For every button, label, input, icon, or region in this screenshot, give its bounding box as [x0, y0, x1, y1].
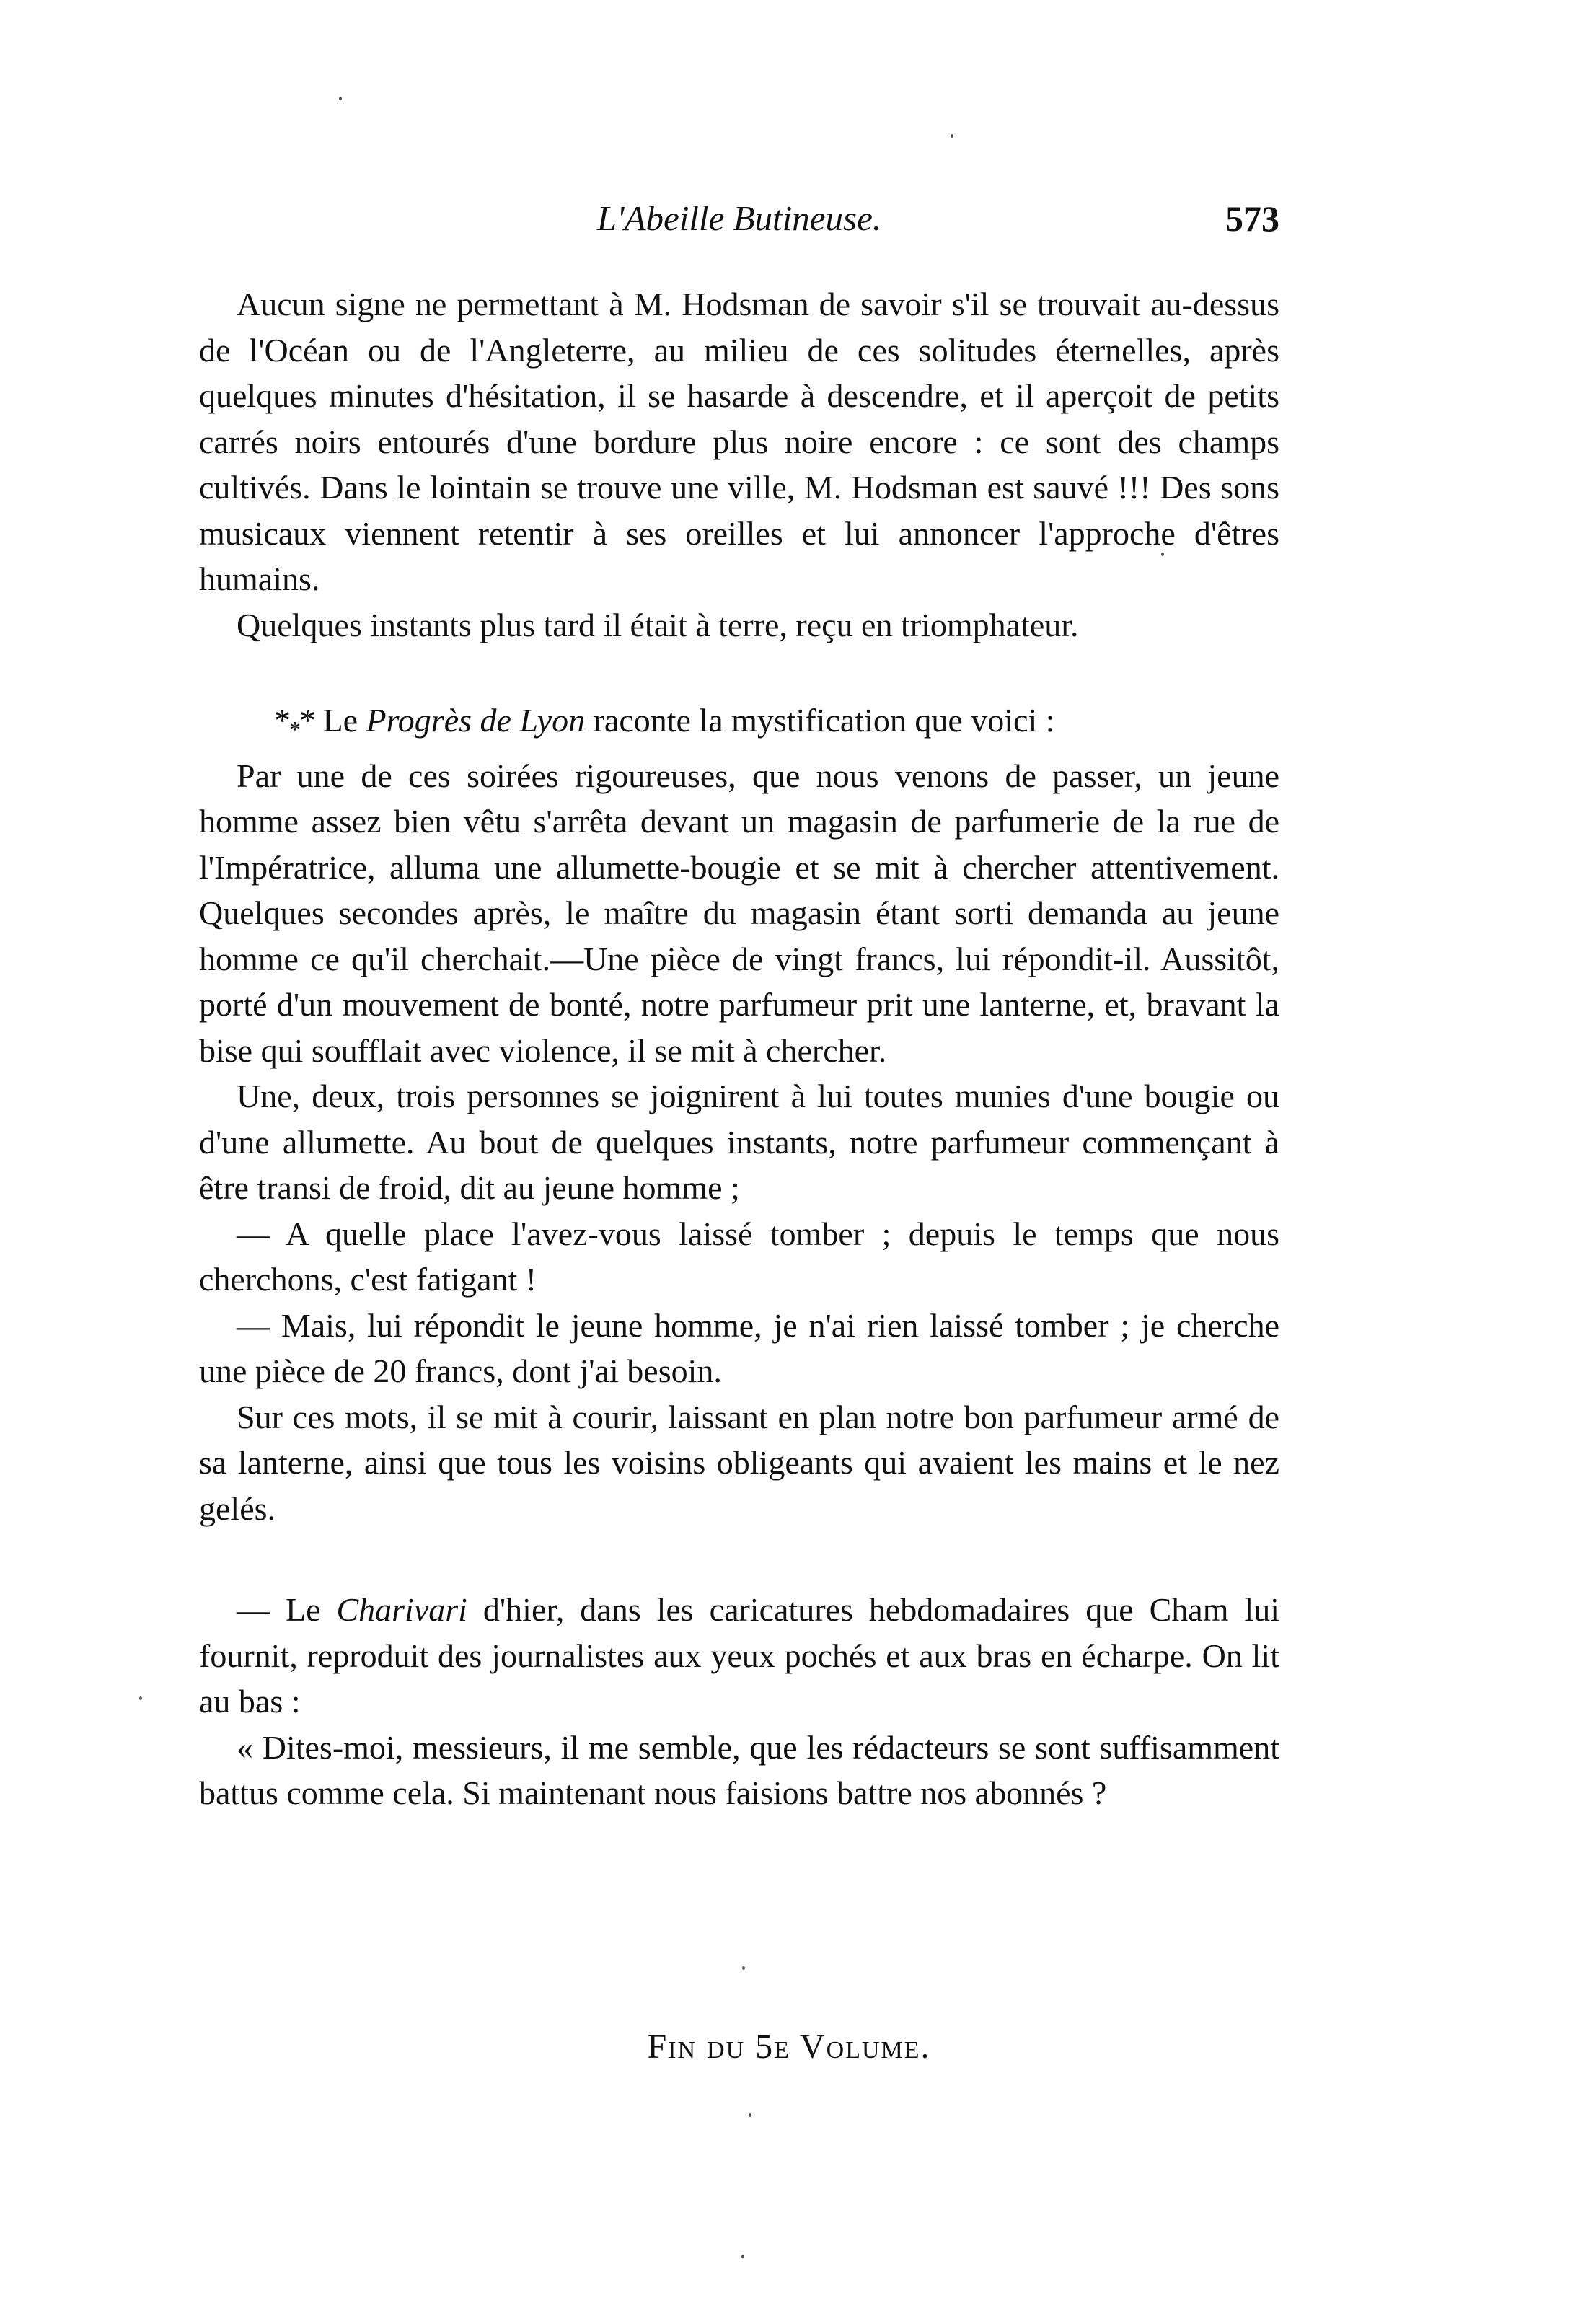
paragraph-young-man: Par une de ces soirées rigoureuses, que nous venons de passer, un jeune homme assez bien vêtu s'arrêta devant un magasin de parfumerie de la rue de l'Impératrice, alluma une allumette-bougie et se mit à chercher attentivement. Quelques secondes après, le maître du magasin étant sorti demanda au jeune homme ce qu'il cherchait.—Une pièce de vingt francs, lui répondit-il. Aussitôt, porté d'un mouvement de bonté, notre parfumeur prit une lanterne, et, bravant la bise qui soufflait avec violence, il se mit à chercher.: [199, 757, 1279, 1069]
paper-speck: [339, 97, 342, 100]
body-text: [199, 281, 1279, 1816]
paragraph-charivari: — Le Charivari d'hier, dans les caricatures hebdomadaires que Cham lui fournit, reproduit des journalistes aux yeux pochés et aux bras en écharpe. On lit au bas :: [199, 1591, 1280, 1720]
paper-speck: [742, 1966, 745, 1970]
paper-speck: [749, 2113, 751, 2117]
paragraph-progres-intro: $*_**$ Le Progrès de Lyon raconte la mystification que voici :: [199, 697, 1279, 753]
paper-speck: [951, 134, 953, 138]
paper-speck: [741, 2255, 744, 2258]
newspaper-title-progres: Progrès de Lyon: [366, 702, 586, 739]
running-title: L'Abeille Butineuse.: [596, 198, 882, 238]
paragraph-neighbours: Une, deux, trois personnes se joignirent à lui toutes munies d'une bougie ou d'une allumette. Au bout de quelques instants, notre parfumeur commençant à être transi de froid, dit au jeune homme ;: [199, 1078, 1279, 1206]
asterism: $*_**$: [274, 702, 314, 742]
paper-speck: [1161, 553, 1164, 556]
paragraph-caption-quote: « Dites-moi, messieurs, il me semble, que les rédacteurs se sont suffisamment battus comme cela. Si maintenant nous faisions battre nos abonnés ?: [199, 1728, 1279, 1811]
paragraph-hodsman-descent: Aucun signe ne permettant à M. Hodsman de savoir s'il se trouvait au-dessus de l'Océan ou de l'Angleterre, au milieu de ces solitudes éternelles, après quelques minutes d'hésitation, il se hasarde à descendre, et il aperçoit de petits carrés noirs entourés d'une bordure plus noire encore : ce sont des champs cultivés. Dans le lointain se trouve une ville, M. Hodsman est sauvé !!! Des sons musicaux viennent retentir à ses oreilles et lui annoncer l'approche d'êtres humains.: [199, 286, 1279, 597]
newspaper-title-charivari: Charivari: [336, 1591, 467, 1628]
end-of-volume-note: Fin du 5e Volume.: [647, 2028, 931, 2066]
paragraph-dialogue-question: — A quelle place l'avez-vous laissé tomber ; depuis le temps que nous cherchons, c'est fatigant !: [199, 1215, 1279, 1298]
paragraph-hodsman-landing: Quelques instants plus tard il était à terre, reçu en triomphateur.: [237, 606, 1079, 643]
running-head: [199, 193, 1279, 244]
paragraph-conclusion: Sur ces mots, il se mit à courir, laissant en plan notre bon parfumeur armé de sa lanterne, ainsi que tous les voisins obligeants qui avaient les mains et le nez gelés.: [199, 1398, 1279, 1527]
page-number: 573: [1225, 198, 1279, 239]
paragraph-dialogue-answer: — Mais, lui répondit le jeune homme, je n'ai rien laissé tomber ; je cherche une pièce de 20 francs, dont j'ai besoin.: [199, 1306, 1279, 1389]
paper-speck: [139, 1696, 142, 1700]
